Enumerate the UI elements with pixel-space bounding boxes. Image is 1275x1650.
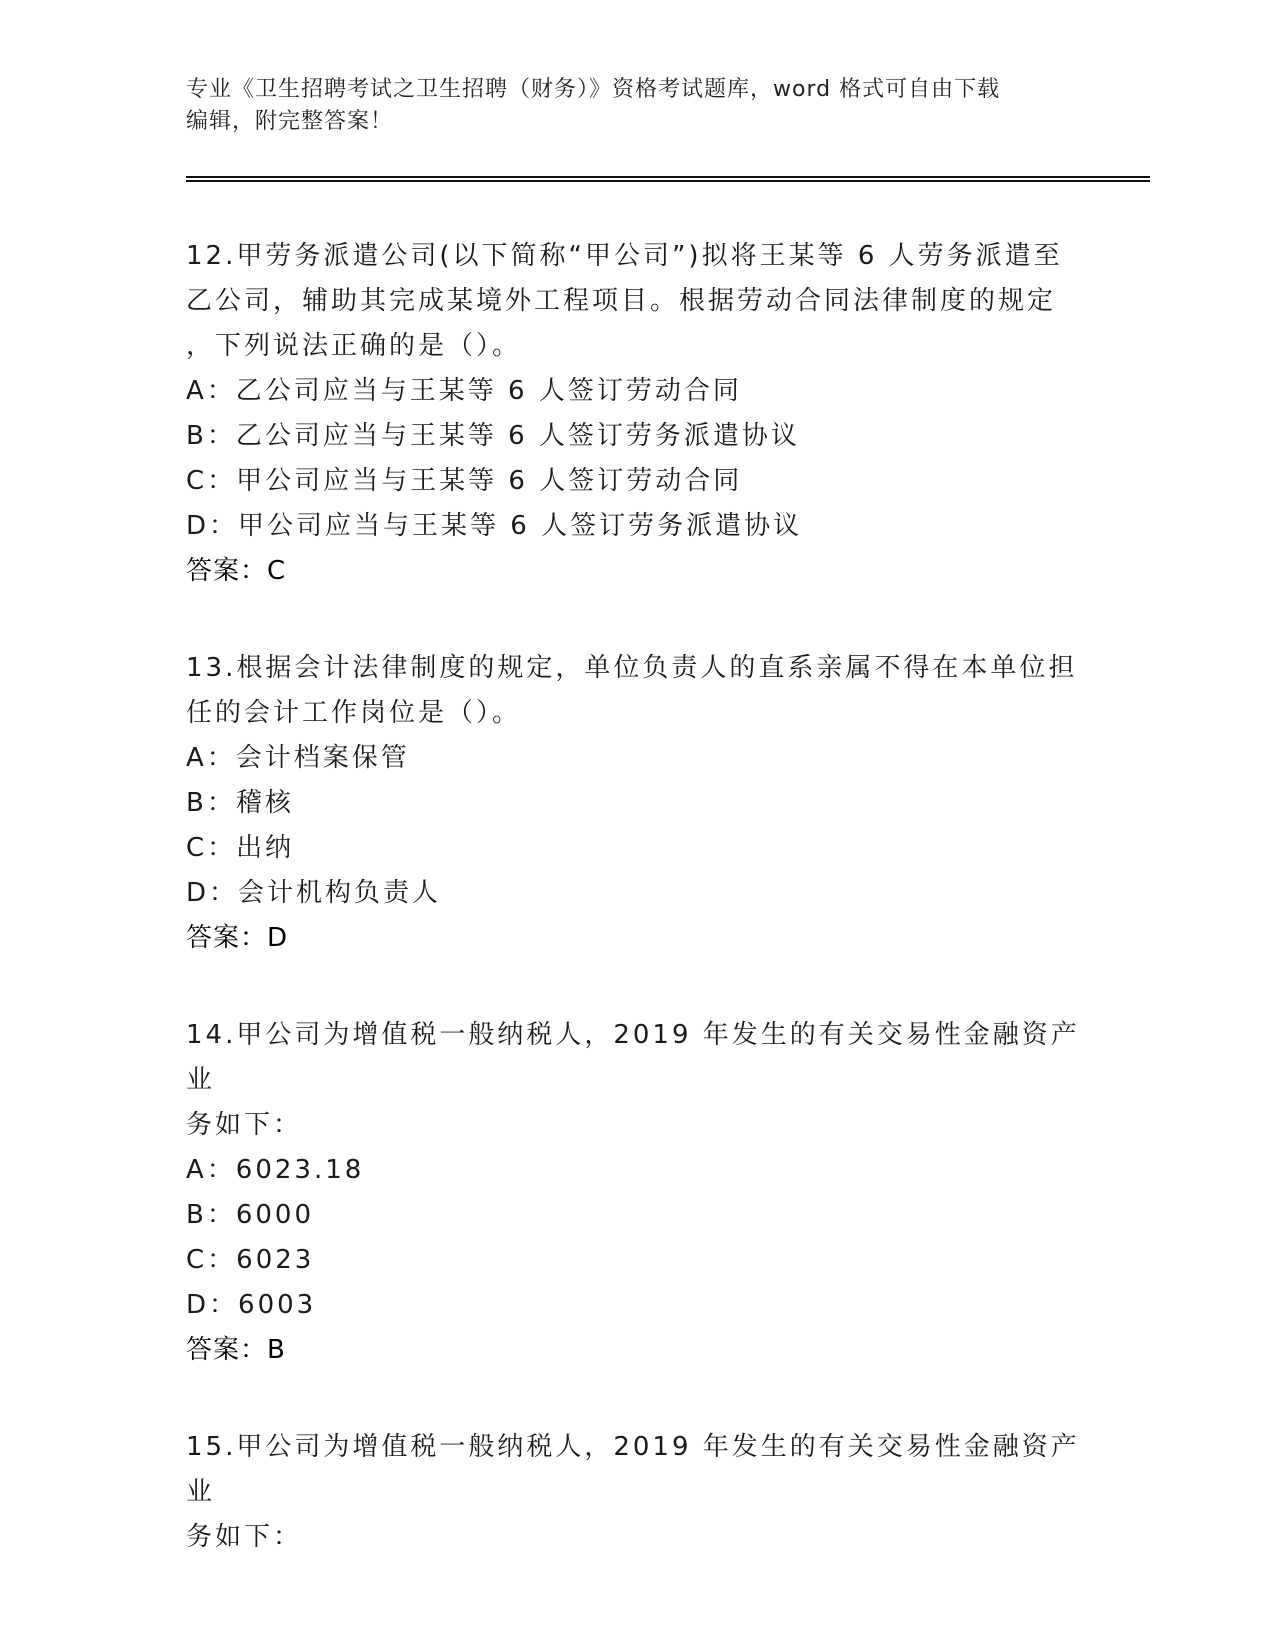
question-text-line: 乙公司，辅助其完成某境外工程项目。根据劳动合同法律制度的规定 [186, 286, 1057, 316]
option-a: A：会计档案保管 [186, 743, 410, 773]
answer: 答案：D [186, 923, 289, 953]
option-c: C：出纳 [186, 833, 295, 863]
answer: 答案：C [186, 556, 287, 586]
option-d: D：甲公司应当与王某等 6 人签订劳务派遣协议 [186, 511, 803, 541]
question-text-line: 12.甲劳务派遣公司(以下简称“甲公司”)拟将王某等 6 人劳务派遣至 [186, 241, 1063, 271]
question-text-line: 任的会计工作岗位是（）。 [186, 698, 522, 728]
question-text-line: 13.根据会计法律制度的规定，单位负责人的直系亲属不得在本单位担 [186, 653, 1078, 683]
question-text-line: ，下列说法正确的是（）。 [186, 331, 522, 361]
option-d: D：6003 [186, 1290, 317, 1320]
option-b: B：乙公司应当与王某等 6 人签订劳务派遣协议 [186, 421, 800, 451]
header-line-1: 专业《卫生招聘考试之卫生招聘（财务）》资格考试题库，word 格式可自由下载 [186, 77, 1001, 102]
option-a: A：6023.18 [186, 1155, 365, 1185]
option-b: B：6000 [186, 1200, 315, 1230]
header-line-2: 编辑，附完整答案！ [186, 109, 394, 134]
document-header [186, 74, 1066, 138]
option-c: C：6023 [186, 1245, 315, 1275]
option-d: D：会计机构负责人 [186, 878, 442, 908]
question-text-line: 14.甲公司为增值税一般纳税人，2019 年发生的有关交易性金融资产业 [186, 1020, 1080, 1095]
question-15 [186, 1425, 1086, 1560]
question-text-line: 务如下： [186, 1110, 303, 1140]
question-list [186, 234, 1086, 1612]
question-13 [186, 646, 1086, 961]
answer: 答案：B [186, 1335, 286, 1365]
question-text-line: 务如下： [186, 1522, 303, 1552]
header-divider [186, 176, 1150, 182]
question-12 [186, 234, 1086, 594]
option-a: A：乙公司应当与王某等 6 人签订劳动合同 [186, 376, 742, 406]
option-b: B：稽核 [186, 788, 294, 818]
option-c: C：甲公司应当与王某等 6 人签订劳动合同 [186, 466, 743, 496]
question-text-line: 15.甲公司为增值税一般纳税人，2019 年发生的有关交易性金融资产业 [186, 1432, 1080, 1507]
question-14 [186, 1013, 1086, 1373]
